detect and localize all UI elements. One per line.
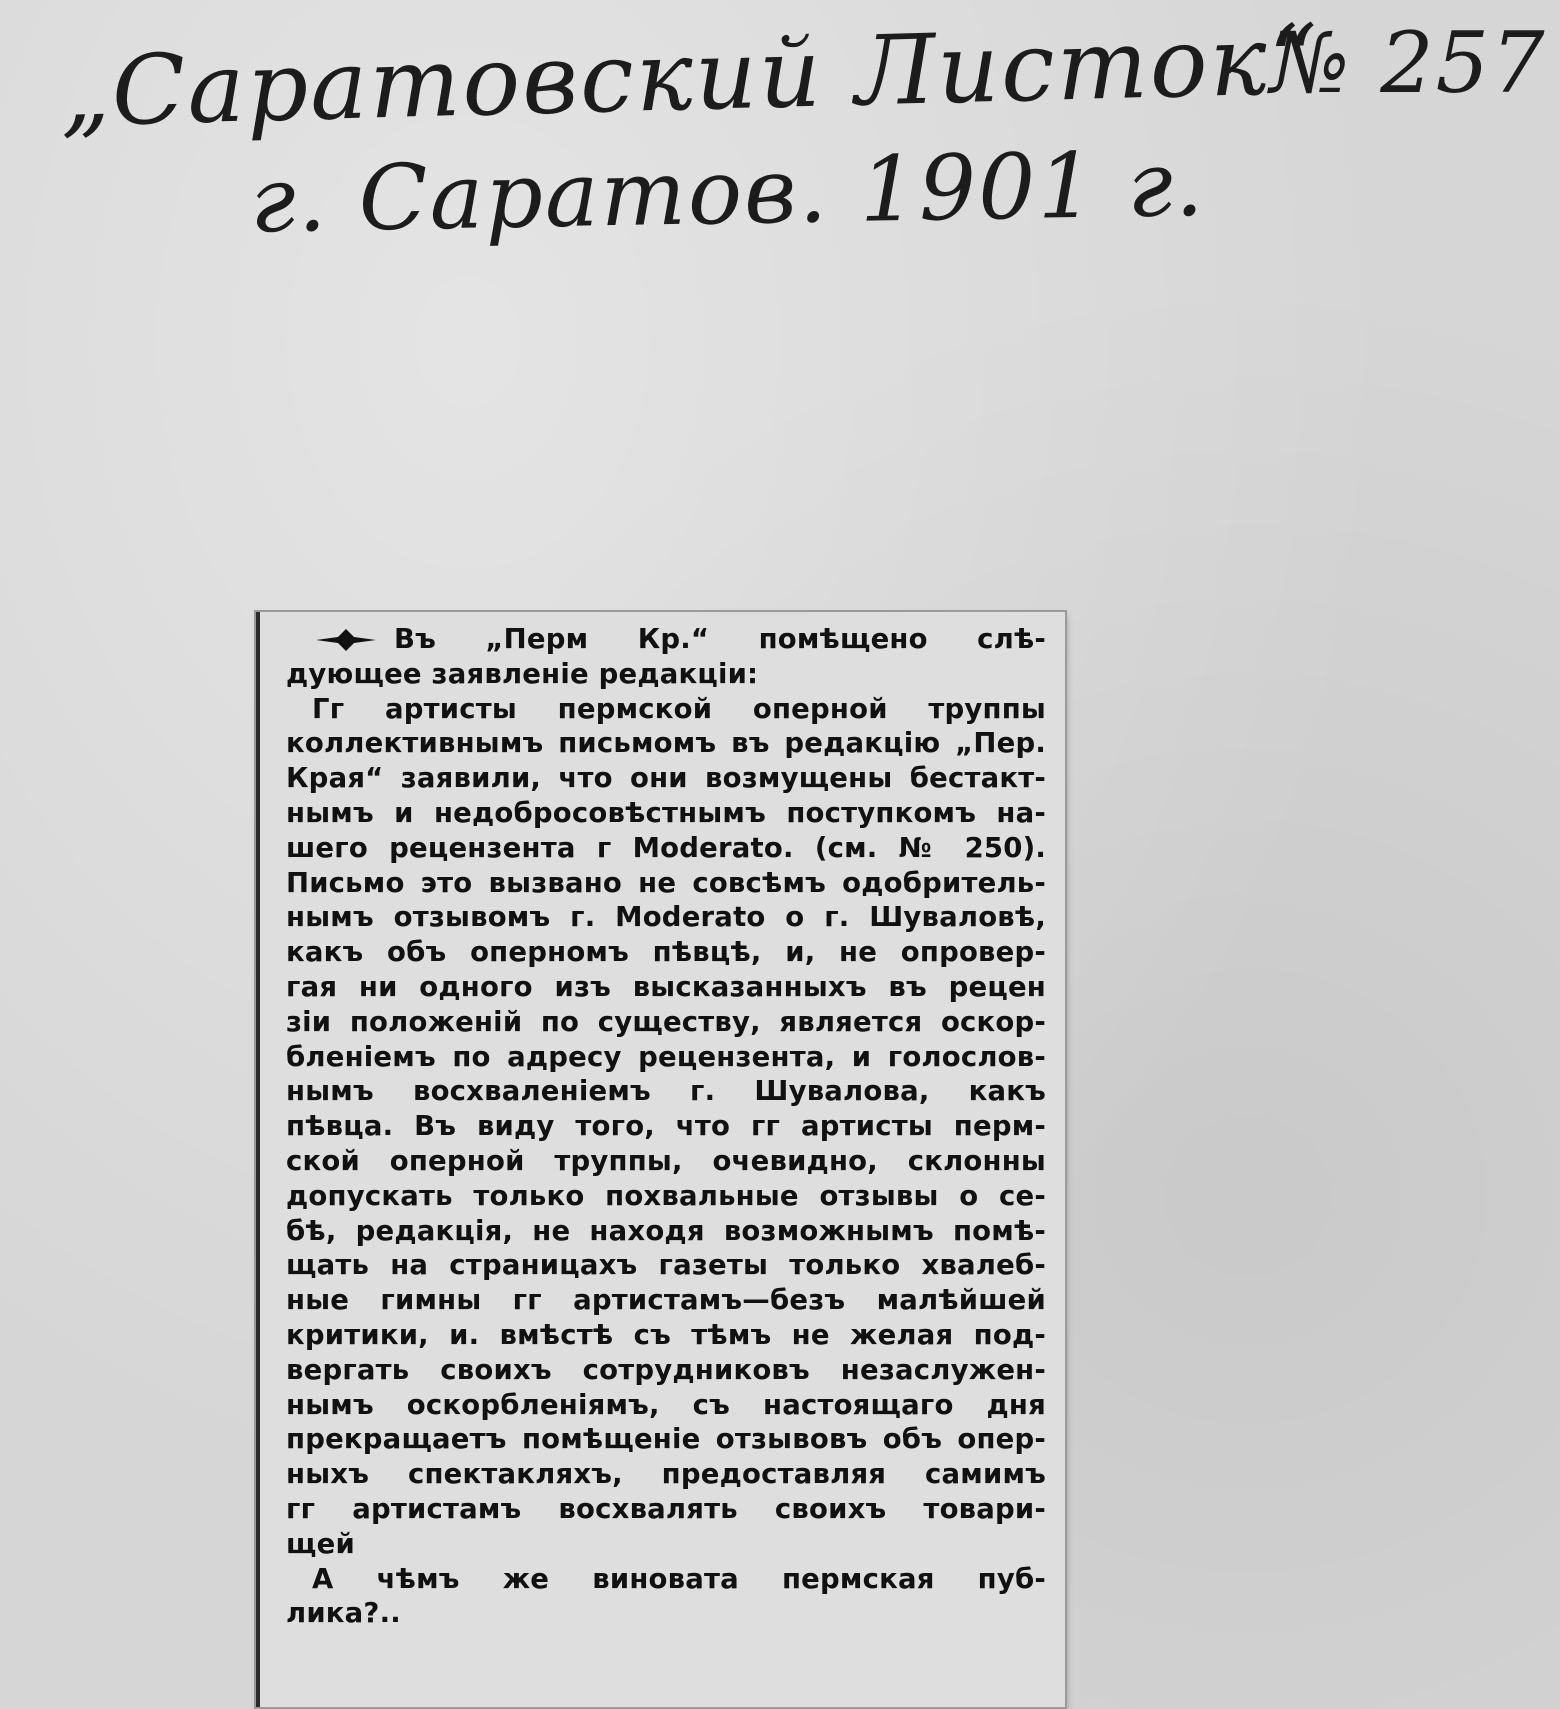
clipping-line-12: зіи положеній по существу, является оскор-	[286, 1005, 1046, 1038]
clipping-text	[286, 622, 1046, 1631]
clipping-line-28: А чѣмъ же виновата пермская пуб-	[312, 1562, 1046, 1595]
clipping-line-3: Гг артисты пермской оперной труппы	[312, 692, 1046, 725]
newspaper-clipping	[256, 612, 1065, 1707]
clipping-line-8: Письмо это вызвано не совсѣмъ одобритель-	[286, 866, 1046, 899]
clipping-line-1: Въ „Перм Кр.“ помѣщено слѣ-	[286, 622, 1046, 657]
clipping-line-15: пѣвца. Въ виду того, что гг артисты перм-	[286, 1110, 1046, 1143]
clipping-line-19: щать на страницахъ газеты только хвалеб-	[286, 1249, 1046, 1282]
handwritten-issue-number: № 257	[1270, 14, 1547, 112]
clipping-line-7: шего рецензента г Moderato. (см. № 250).	[286, 831, 1046, 864]
clipping-line-29: лика?..	[286, 1597, 401, 1630]
clipping-line-13: бленіемъ по адресу рецензента, и голослов-	[286, 1040, 1046, 1073]
clipping-line-26: гг артистамъ восхвалять своихъ товари-	[286, 1492, 1046, 1525]
clipping-line-20: ные гимны гг артистамъ—безъ малѣйшей	[286, 1284, 1046, 1317]
clipping-line-22: вергать своихъ сотрудниковъ незаслужен-	[286, 1353, 1046, 1386]
clipping-line-10: какъ объ оперномъ пѣвцѣ, и, не опровер-	[286, 936, 1046, 969]
clipping-line-17: допускать только похвальные отзывы о се-	[286, 1179, 1046, 1212]
clipping-line-4: коллективнымъ письмомъ въ редакцію „Пер.	[286, 727, 1046, 760]
clipping-line-23: нымъ оскорбленіямъ, съ настоящаго дня	[286, 1388, 1046, 1421]
handwritten-city-year: г. Саратов. 1901 г.	[249, 131, 1207, 254]
clipping-line-14: нымъ восхваленіемъ г. Шувалова, какъ	[286, 1075, 1046, 1108]
diamond-ornament-icon	[316, 629, 376, 651]
clipping-line-16: ской оперной труппы, очевидно, склонны	[286, 1144, 1046, 1177]
clipping-line-25: ныхъ спектакляхъ, предоставляя самимъ	[286, 1458, 1046, 1491]
clipping-line-24: прекращаетъ помѣщеніе отзывовъ объ опер-	[286, 1423, 1046, 1456]
clipping-line-27: щей	[286, 1527, 355, 1560]
clipping-line-9: нымъ отзывомъ г. Moderato о г. Шуваловѣ,	[286, 901, 1046, 934]
handwritten-newspaper-title: „Саратовский Листок“	[58, 3, 1322, 149]
clipping-line-11: гая ни одного изъ высказанныхъ въ рецен	[286, 970, 1046, 1003]
clipping-line-21: критики, и. вмѣстѣ съ тѣмъ не желая под-	[286, 1318, 1046, 1351]
clipping-line-2: дующее заявленіе редакціи:	[286, 657, 759, 690]
clipping-line-6: нымъ и недобросовѣстнымъ поступкомъ на-	[286, 796, 1046, 829]
clipping-line-5: Края“ заявили, что они возмущены бестакт-	[286, 762, 1046, 795]
clipping-line-18: бѣ, редакція, не находя возможнымъ помѣ-	[286, 1214, 1046, 1247]
